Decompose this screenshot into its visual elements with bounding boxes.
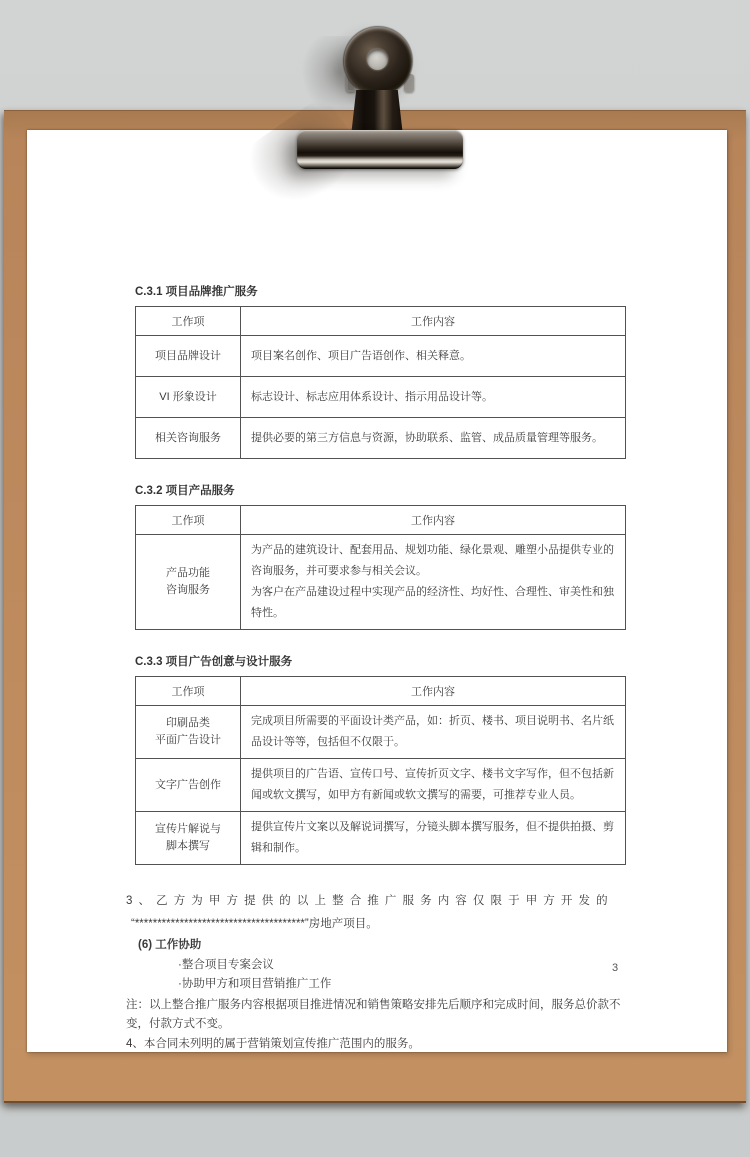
- work-content-cell: 标志设计、标志应用体系设计、指示用品设计等。: [241, 377, 626, 418]
- work-assist-label: (6) 工作协助: [138, 939, 202, 951]
- clip-bar-icon: [297, 130, 463, 169]
- work-table-c31: [135, 306, 626, 459]
- table-row: [136, 336, 626, 377]
- column-header-content: 工作内容: [241, 506, 626, 535]
- column-header-item: 工作项: [136, 506, 241, 535]
- clause-3-line2: “**************************************”房地产项目。: [131, 917, 378, 930]
- column-header-item: 工作项: [136, 677, 241, 706]
- table-row: [136, 759, 626, 812]
- content-line: 为产品的建筑设计、配套用品、规划功能、绿化景观、雕塑小品提供专业的咨询服务，并可要求参与相关会议。: [251, 544, 614, 577]
- clause-4: 4、本合同未列明的属于营销策划宣传推广范围内的服务。: [126, 1037, 420, 1050]
- work-item-cell: 相关咨询服务: [136, 418, 241, 459]
- work-item-cell: [136, 812, 241, 865]
- work-content-cell: 项目案名创作、项目广告语创作、相关释意。: [241, 336, 626, 377]
- work-item-cell: VI 形象设计: [136, 377, 241, 418]
- table-header-row: [136, 307, 626, 336]
- table-row: [136, 418, 626, 459]
- section-c33: [126, 653, 630, 865]
- item-line: 印刷品类: [166, 717, 210, 729]
- section-heading: C.3.1 项目品牌推广服务: [135, 286, 258, 298]
- work-item-cell: [136, 535, 241, 630]
- content-line: 为客户在产品建设过程中实现产品的经济性、均好性、合理性、审美性和独特性。: [251, 586, 614, 619]
- item-line: 宣传片解说与: [155, 823, 221, 835]
- work-content-cell: 提供宣传片文案以及解说词撰写，分镜头脚本撰写服务，但不提供拍摄、剪辑和制作。: [241, 812, 626, 865]
- item-line: 平面广告设计: [155, 734, 221, 746]
- item-line: 产品功能: [166, 567, 210, 579]
- page-content: [126, 283, 630, 1054]
- table-row: [136, 377, 626, 418]
- table-row: [136, 535, 626, 630]
- column-header-content: 工作内容: [241, 307, 626, 336]
- work-content-cell: [241, 535, 626, 630]
- table-header-row: [136, 677, 626, 706]
- section-heading: C.3.2 项目产品服务: [135, 485, 235, 497]
- table-header-row: [136, 506, 626, 535]
- item-line: 咨询服务: [166, 584, 210, 596]
- page-number: 3: [612, 962, 619, 974]
- section-c32: [126, 482, 630, 630]
- section-heading: C.3.3 项目广告创意与设计服务: [135, 656, 293, 668]
- work-content-cell: 提供必要的第三方信息与资源，协助联系、监管、成品质量管理等服务。: [241, 418, 626, 459]
- document-page: [27, 130, 727, 1052]
- table-row: [136, 706, 626, 759]
- column-header-item: 工作项: [136, 307, 241, 336]
- note-paragraph: 注：以上整合推广服务内容根据项目推进情况和销售策略安排先后顺序和完成时间，服务总价款不变，付款方式不变。: [126, 998, 621, 1030]
- work-item-cell: [136, 706, 241, 759]
- item-line: 脚本撰写: [166, 840, 210, 852]
- section-c31: [126, 283, 630, 459]
- work-assist-bullet: ·协助甲方和项目营销推广工作: [178, 978, 332, 990]
- work-content-cell: 完成项目所需要的平面设计类产品，如：折页、楼书、项目说明书、名片纸品设计等等，包括但不仅限于。: [241, 706, 626, 759]
- clause-3-line1: 3、乙方为甲方提供的以上整合推广服务内容仅限于甲方开发的: [126, 895, 614, 907]
- work-content-cell: 提供项目的广告语、宣传口号、宣传折页文字、楼书文字写作，但不包括新闻或软文撰写，如甲方有新闻或软文撰写的需要，可推荐专业人员。: [241, 759, 626, 812]
- work-item-cell: 项目品牌设计: [136, 336, 241, 377]
- work-table-c33: [135, 676, 626, 865]
- work-assist-bullet: ·整合项目专案会议: [178, 958, 274, 971]
- work-table-c32: [135, 505, 626, 630]
- table-row: [136, 812, 626, 865]
- clauses-block: [126, 892, 630, 1054]
- clip-hole-icon: [367, 49, 388, 70]
- work-item-cell: 文字广告创作: [136, 759, 241, 812]
- column-header-content: 工作内容: [241, 677, 626, 706]
- clip-circle-icon: [344, 27, 412, 95]
